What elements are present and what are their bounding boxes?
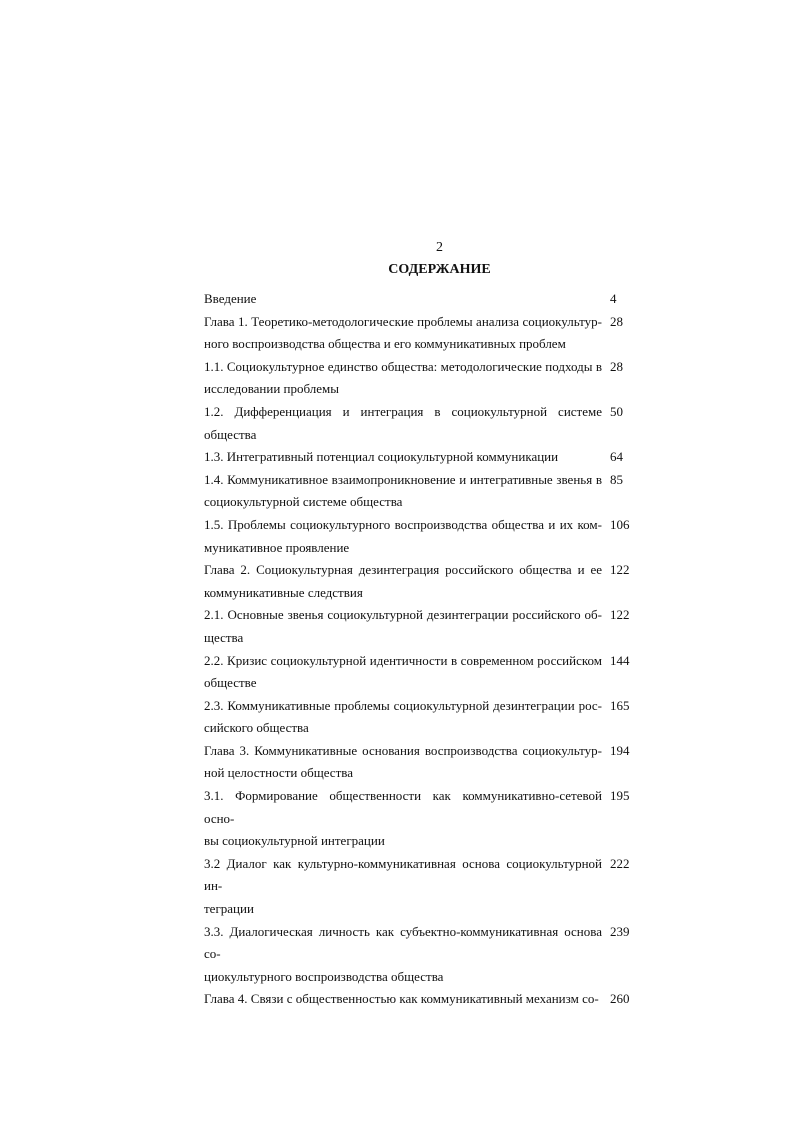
toc-entry-line: вы социокультурной интеграции — [204, 833, 385, 849]
toc-entry-line: Глава 1. Теоретико-методологические проблемы анализа социокультур- — [204, 313, 602, 329]
toc-entry-page: 28 — [610, 358, 623, 374]
toc-entry-line: теграции — [204, 901, 254, 917]
toc-entry-page: 122 — [610, 607, 630, 623]
toc-entry-line: 1.3. Интегративный потенциал социокультурной коммуникации — [204, 449, 559, 465]
toc-entry — [204, 469, 634, 514]
toc-entry-line: 3.2 Диалог как культурно-коммуникативная основа социокультурной ин- — [204, 855, 602, 894]
toc-entry-page: 260 — [610, 991, 630, 1007]
toc-entry — [204, 695, 634, 740]
toc-entry — [204, 446, 634, 469]
toc-entry-line: коммуникативные следствия — [204, 584, 363, 600]
toc-entry-title — [204, 921, 602, 989]
toc-entry-title — [204, 446, 602, 469]
toc-entry-title — [204, 469, 602, 514]
toc-entry-line: 2.3. Коммуникативные проблемы социокультурной дезинтеграции рос- — [204, 697, 602, 713]
toc-entry-page: 4 — [610, 291, 617, 306]
toc-entry-page: 122 — [610, 562, 630, 578]
toc-entry-line: исследовании проблемы — [204, 381, 340, 397]
toc-entry-line: Глава 2. Социокультурная дезинтеграция российского общества и ее — [204, 562, 602, 578]
page-number: 2 — [436, 240, 443, 255]
toc-entry — [204, 288, 634, 311]
toc-entry-line: социокультурной системе общества — [204, 494, 403, 510]
toc-entry-line: циокультурного воспроизводства общества — [204, 968, 444, 984]
toc-entry-title — [204, 650, 602, 695]
toc-entry-page: 195 — [610, 788, 630, 804]
toc-entry-title — [204, 401, 602, 446]
toc-entry — [204, 921, 634, 989]
toc-entry — [204, 740, 634, 785]
toc-entry-line: ного воспроизводства общества и его коммуникативных проблем — [204, 336, 566, 352]
toc-title: СОДЕРЖАНИЕ — [388, 262, 491, 277]
toc-entry — [204, 853, 634, 921]
toc-entry-page: 106 — [610, 516, 630, 532]
toc-entry-title — [204, 740, 602, 785]
toc-entry-page: 64 — [610, 449, 623, 465]
toc-entry-title — [204, 785, 602, 853]
toc-entry-line: 2.1. Основные звенья социокультурной дезинтеграции российского об- — [204, 607, 602, 623]
toc-entry-line: 2.2. Кризис социокультурной идентичности в современном российском — [204, 652, 602, 668]
toc-entry-title — [204, 514, 602, 559]
toc-entry-line: 1.5. Проблемы социокультурного воспроизводства общества и их ком- — [204, 516, 602, 532]
toc-entry-line: 3.3. Диалогическая личность как субъектно-коммуникативная основа со- — [204, 923, 602, 962]
toc-entry-title — [204, 695, 602, 740]
toc-entry-line: Глава 3. Коммуникативные основания воспроизводства социокультур- — [204, 742, 602, 758]
toc-entry-title — [204, 853, 602, 921]
toc-entry-line: Глава 4. Связи с общественностью как коммуникативный механизм со- — [204, 991, 599, 1007]
toc-entry — [204, 650, 634, 695]
toc-entry-page: 194 — [610, 742, 630, 758]
toc-entry-page: 222 — [610, 855, 630, 871]
toc-entry-line: 1.2. Дифференциация и интеграция в социокультурной системе общества — [204, 403, 602, 442]
toc-entry-page: 28 — [610, 313, 623, 329]
toc-entry-page: 239 — [610, 923, 630, 939]
toc-entry-title — [204, 559, 602, 604]
toc-entry-line: 1.4. Коммуникативное взаимопроникновение и интегративные звенья в — [204, 471, 602, 487]
toc-entry — [204, 785, 634, 853]
toc-entry-page: 85 — [610, 471, 623, 487]
toc-entry-title — [204, 988, 602, 1011]
toc-entry — [204, 604, 634, 649]
toc-entry-line: муникативное проявление — [204, 539, 350, 555]
toc-entry-line: ной целостности общества — [204, 765, 353, 781]
toc-entry-title — [204, 604, 602, 649]
toc-entry-line: обществе — [204, 675, 257, 691]
toc-entry-page: 144 — [610, 652, 630, 668]
toc-entry-title — [204, 356, 602, 401]
toc-entry-line: 1.1. Социокультурное единство общества: методологические подходы в — [204, 358, 602, 374]
toc-entry-line: щества — [204, 629, 244, 645]
toc-entry — [204, 559, 634, 604]
table-of-contents — [204, 288, 634, 1011]
toc-entry-line: Введение — [204, 291, 257, 306]
toc-entry-line: 3.1. Формирование общественности как коммуникативно-сетевой осно- — [204, 788, 602, 826]
toc-entry-page: 165 — [610, 697, 630, 713]
toc-entry — [204, 401, 634, 446]
toc-entry — [204, 311, 634, 356]
toc-entry — [204, 356, 634, 401]
toc-entry — [204, 988, 634, 1011]
toc-entry-title — [204, 311, 602, 356]
toc-entry-line: сийского общества — [204, 720, 309, 736]
toc-entry-page: 50 — [610, 403, 623, 419]
toc-entry — [204, 514, 634, 559]
toc-entry-title — [204, 288, 602, 311]
